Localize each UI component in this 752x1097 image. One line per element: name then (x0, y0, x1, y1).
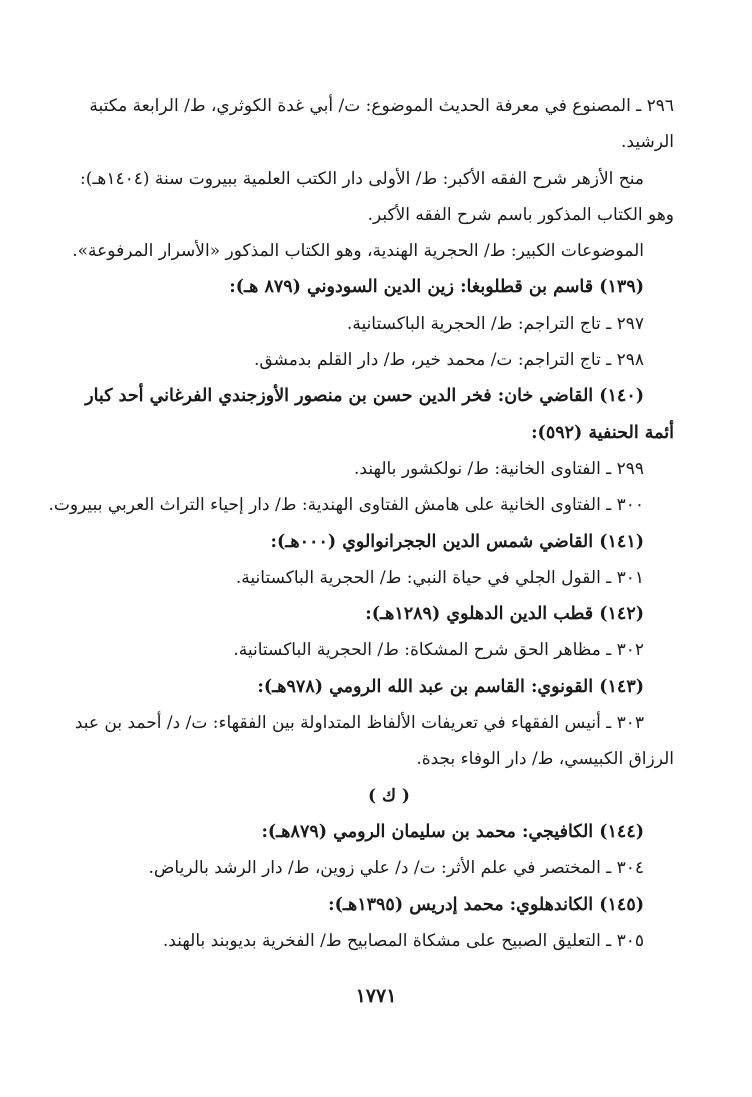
entry-304: ٣٠٤ ـ المختصر في علم الأثر: ت/ د/ علي زوين، ط/ دار الرشد بالرياض. (148, 858, 644, 879)
subentry-minah-line-2: وهو الكتاب المذكور باسم شرح الفقه الأكبر. (367, 204, 674, 225)
entry-301: ٣٠١ ـ القول الجلي في حياة النبي: ط/ الحجرية الباكستانية. (235, 567, 644, 588)
entry-296-line-1: ٢٩٦ ـ المصنوع في معرفة الحديث الموضوع: ت/ أبي غدة الكوثري، ط/ الرابعة مكتبة (89, 96, 674, 116)
letter-section-heading: ( ك ) (368, 785, 410, 806)
author-heading-144: (١٤٤) الكافيجي: محمد بن سليمان الرومي (٨٧٩هـ): (261, 821, 644, 842)
author-heading-141: (١٤١) القاضي شمس الدين الججرانوالوي (٠٠٠هـ): (270, 531, 644, 552)
author-heading-142: (١٤٢) قطب الدين الدهلوي (١٢٨٩هـ): (365, 604, 644, 625)
subentry-minah-line-1: منح الأزهر شرح الفقه الأكبر: ط/ الأولى دار الكتب العلمية ببيروت سنة (١٤٠٤هـ): (80, 168, 644, 189)
entry-303-line-2: الرزاق الكبيسي، ط/ دار الوفاء بجدة. (416, 749, 674, 770)
page-body (48, 88, 674, 959)
entry-298: ٢٩٨ ـ تاج التراجم: ت/ محمد خير، ط/ دار القلم بدمشق. (254, 350, 644, 371)
author-heading-145: (١٤٥) الكاندهلوي: محمد إدريس (١٣٩٥هـ): (328, 894, 644, 915)
entry-305: ٣٠٥ ـ التعليق الصبيح على مشكاة المصابيح ط/ الفخرية بديوبند بالهند. (162, 930, 644, 951)
page-number: ١٧٧١ (355, 985, 397, 1007)
entry-302: ٣٠٢ ـ مظاهر الحق شرح المشكاة: ط/ الحجرية الباكستانية. (233, 640, 644, 661)
entry-303-line-1: ٣٠٣ ـ أنيس الفقهاء في تعريفات الألفاظ المتداولة بين الفقهاء: ت/ د/ أحمد بن عبد (74, 713, 644, 734)
entry-300: ٣٠٠ ـ الفتاوى الخانية على هامش الفتاوى الهندية: ط/ دار إحياء التراث العربي ببيروت. (48, 495, 644, 516)
author-heading-140-line-1: (١٤٠) القاضي خان: فخر الدين حسن بن منصور الأوزجندي الفرغاني أحد كبار (85, 386, 644, 407)
author-heading-143: (١٤٣) القونوي: القاسم بن عبد الله الرومي (٩٧٨هـ): (257, 676, 644, 697)
entry-299: ٢٩٩ ـ الفتاوى الخانية: ط/ نولكشور بالهند. (354, 458, 644, 479)
entry-297: ٢٩٧ ـ تاج التراجم: ط/ الحجرية الباكستانية. (346, 313, 644, 334)
author-heading-140-line-2: أئمة الحنفية (٥٩٢): (531, 422, 674, 443)
author-heading-139: (١٣٩) قاسم بن قطلوبغا: زين الدين السودوني (٨٧٩ هـ): (229, 277, 644, 298)
subentry-mawduat: الموضوعات الكبير: ط/ الحجرية الهندية، وهو الكتاب المذكور «الأسرار المرفوعة». (72, 241, 644, 262)
entry-296-line-2: الرشيد. (621, 132, 674, 153)
